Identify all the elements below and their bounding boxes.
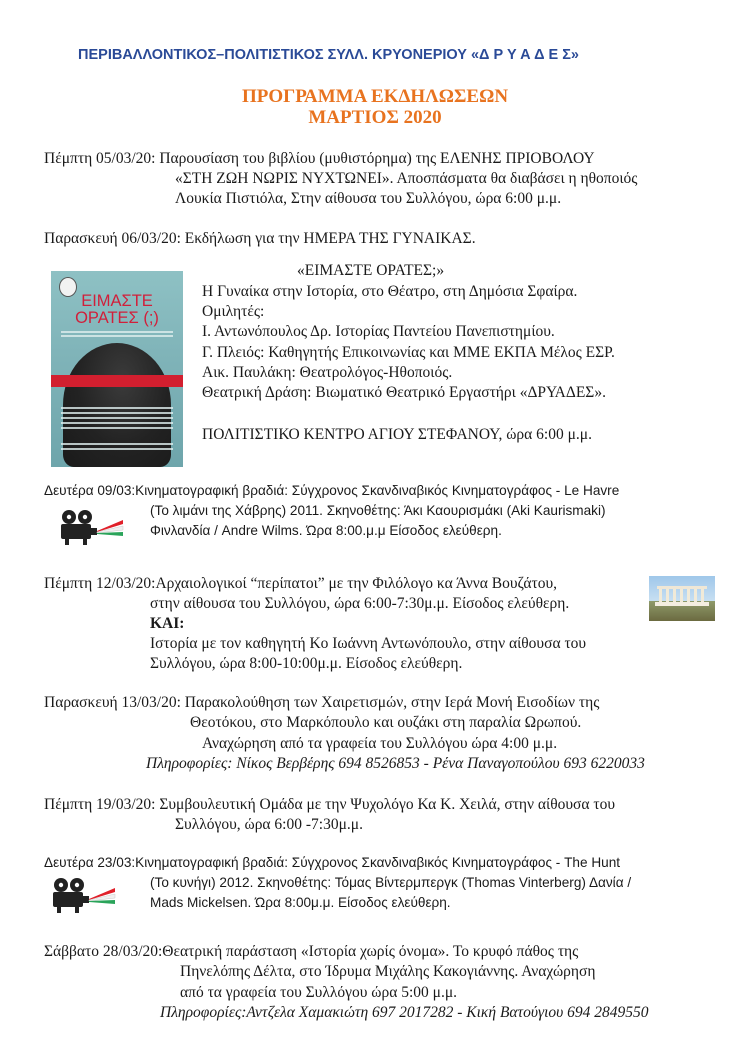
temple-column — [694, 589, 697, 602]
temple-column — [701, 589, 704, 602]
poster-text-line — [61, 407, 173, 409]
poster-text-line — [61, 443, 173, 445]
event-line: Πηνελόπης Δέλτα, στο Ίδρυμα Μιχάλης Κακογιάννης. Αναχώρηση — [180, 963, 596, 980]
event-info-contacts: Πληροφορίες:Αντζελα Χαμακιώτη 697 2017282 - Κική Βατούγιου 694 2849550 — [160, 1004, 649, 1021]
event-line: Γ. Πλειός: Καθηγητής Επικοινωνίας και ΜΜΕ ΕΚΠΑ Μέλος ΕΣΡ. — [202, 344, 615, 361]
event-line: Ιστορία με τον καθηγητή Κο Ιωάννη Αντωνόπουλο, στην αίθουσα του — [150, 635, 587, 652]
event-line: Δευτέρα 09/03:Κινηματογραφική βραδιά: Σύγχρονος Σκανδιναβικός Κινηματογράφος - Le Havre — [44, 483, 620, 498]
event-line: Συλλόγου, ώρα 8:00-10:00μ.μ. Είσοδος ελεύθερη. — [150, 655, 463, 672]
poster-text-line — [61, 412, 173, 414]
temple-column — [666, 589, 669, 602]
poster-text-line — [61, 422, 173, 424]
temple-column — [673, 589, 676, 602]
event-line: Πέμπτη 19/03/20: Συμβουλευτική Ομάδα με την Ψυχολόγο Κα Κ. Χειλά, στην αίθουσα του — [44, 796, 616, 813]
poster-text-line — [61, 331, 173, 333]
event-line: Δευτέρα 23/03:Κινηματογραφική βραδιά: Σύγχρονος Σκανδιναβικός Κινηματογράφος - The Hunt — [44, 855, 621, 870]
poster-red-band — [51, 375, 183, 387]
event-line: Mads Mickelsen. Ώρα 8:00μ.μ. Είσοδος ελεύθερη. — [150, 895, 451, 910]
event-line: Ι. Αντωνόπουλος Δρ. Ιστορίας Παντείου Πανεπιστημίου. — [202, 323, 555, 340]
event-line: Παρασκευή 13/03/20: Παρακολούθηση των Χαιρετισμών, στην Ιερά Μονή Εισοδίων της — [44, 694, 600, 711]
association-name: ΠΕΡΙΒΑΛΛΟΝΤΙΚΟΣ–ΠΟΛΙΤΙΣΤΙΚΟΣ ΣΥΛΛ. ΚΡΥΟΝΕΡΙΟΥ «Δ Ρ Υ Α Δ Ε Σ» — [78, 47, 579, 63]
event-header: Παρασκευή 06/03/20: Εκδήλωση για την ΗΜΕΡΑ ΤΗΣ ΓΥΝΑΙΚΑΣ. — [44, 230, 476, 247]
event-line: (Το κυνήγι) 2012. Σκηνοθέτης: Τόμας Βίντερμπεργκ (Thomas Vinterberg) Δανία / — [150, 875, 632, 890]
event-line: Αικ. Παυλάκη: Θεατρολόγος-Ηθοποιός. — [202, 364, 453, 381]
poster-text-line — [61, 427, 173, 429]
poster-text-line — [61, 417, 173, 419]
film-projector-icon — [55, 508, 125, 548]
event-line: Ομιλητές: — [202, 303, 265, 320]
temple-column — [659, 589, 662, 602]
event-subtitle: «ΕΙΜΑΣΤΕ ΟΡΑΤΕΣ;» — [297, 262, 445, 279]
event-line: Αναχώρηση από τα γραφεία του Συλλόγου ώρα 4:00 μ.μ. — [202, 735, 558, 752]
poster-title: ΟΡΑΤΕΣ (;) — [75, 309, 159, 327]
film-projector-icon — [47, 876, 117, 916]
program-title: ΠΡΟΓΡΑΜΜΑ ΕΚΔΗΛΩΣΕΩΝ — [241, 86, 509, 107]
poster-text-line — [61, 335, 173, 337]
event-line: Λουκία Πιστιόλα, Στην αίθουσα του Συλλόγου, ώρα 6:00 μ.μ. — [175, 190, 562, 207]
event-line: από τα γραφεία του Συλλόγου ώρα 5:00 μ.μ. — [180, 984, 458, 1001]
event-poster — [51, 271, 183, 467]
event-line: Συλλόγου, ώρα 6:00 -7:30μ.μ. — [175, 816, 363, 833]
event-line: Θεοτόκου, στο Μαρκόπουλο και ουζάκι στη παραλία Ωρωπού. — [190, 714, 582, 731]
program-month: ΜΑΡΤΙΟΣ 2020 — [308, 107, 442, 128]
event-line: Θεατρική Δράση: Βιωματικό Θεατρικό Εργαστήρι «ΔΡΥΑΔΕΣ». — [202, 384, 606, 401]
event-line: στην αίθουσα του Συλλόγου, ώρα 6:00-7:30μ.μ. Είσοδος ελεύθερη. — [150, 595, 570, 612]
event-and-label: ΚΑΙ: — [150, 615, 185, 632]
temple-photo — [649, 576, 715, 621]
event-line: Σάββατο 28/03/20:Θεατρική παράσταση «Ιστορία χωρίς όνομα». Το κρυφό πάθος της — [44, 943, 579, 960]
event-line: Φινλανδία / Andre Wilms. Ώρα 8:00.μ.μ Είσοδος ελεύθερη. — [150, 523, 502, 538]
event-line: «ΣΤΗ ΖΩΗ ΝΩΡΙΣ ΝΥΧΤΩΝΕΙ». Αποσπάσματα θα διαβάσει η ηθοποιός — [175, 170, 638, 187]
temple-column — [680, 589, 683, 602]
temple-base — [655, 602, 709, 606]
poster-text-line — [61, 448, 173, 450]
poster-title: ΕΙΜΑΣΤΕ — [81, 292, 153, 310]
event-line: Πέμπτη 05/03/20: Παρουσίαση του βιβλίου (μυθιστόρημα) της ΕΛΕΝΗΣ ΠΡΙΟΒΟΛΟΥ — [44, 150, 595, 167]
event-line: Η Γυναίκα στην Ιστορία, στο Θέατρο, στη Δημόσια Σφαίρα. — [202, 283, 578, 300]
event-line: (Το λιμάνι της Χάβρης) 2011. Σκηνοθέτης: Άκι Καουρισμάκι (Aki Kaurismaki) — [150, 503, 606, 518]
event-info-contacts: Πληροφορίες: Νίκος Βερβέρης 694 8526853 - Ρένα Παναγοπούλου 693 6220033 — [146, 755, 645, 772]
temple-column — [687, 589, 690, 602]
event-location: ΠΟΛΙΤΙΣΤΙΚΟ ΚΕΝΤΡΟ ΑΓΙΟΥ ΣΤΕΦΑΝΟΥ, ώρα 6:00 μ.μ. — [202, 426, 592, 443]
event-line: Πέμπτη 12/03/20:Αρχαιολογικοί “περίπατοι” με την Φιλόλογο κα Άννα Βουζάτου, — [44, 575, 558, 592]
